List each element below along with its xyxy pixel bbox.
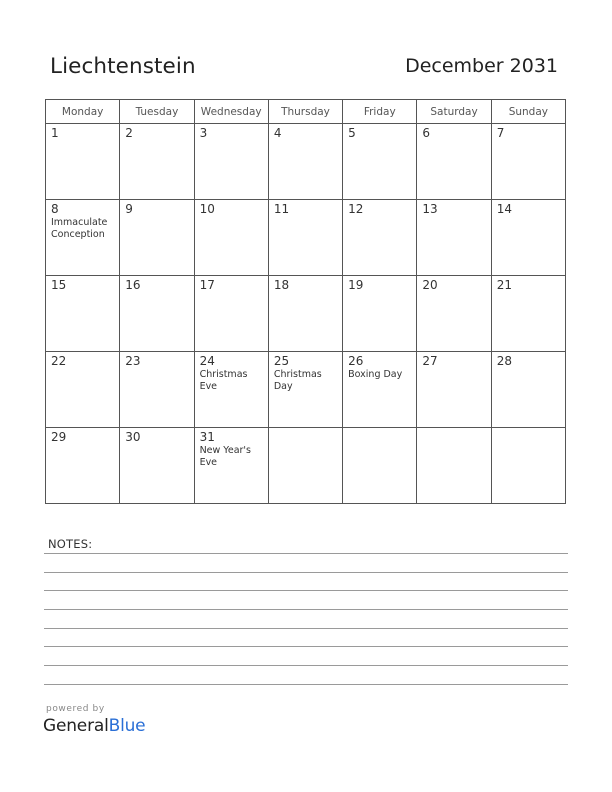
holiday-label: Christmas Eve [199,369,248,392]
powered-by-text: powered by [46,704,105,714]
day-number: 22 [51,354,67,368]
day-number: 26 [348,354,364,368]
notes-line [44,590,568,591]
day-cell [46,276,120,352]
day-cell [343,352,417,428]
holiday-label: Boxing Day [348,369,403,380]
day-number: 25 [273,354,290,368]
day-cell [120,352,194,428]
notes-line [44,684,568,685]
day-cell [194,200,268,276]
day-cell [343,200,417,276]
day-cell [194,428,268,504]
day-number: 6 [422,126,431,140]
notes-line [44,646,568,647]
day-number: 10 [199,202,215,216]
day-cell [417,352,491,428]
day-number: 4 [273,126,282,140]
day-number: 15 [51,278,67,292]
day-cell [417,428,491,504]
week-row [46,124,566,200]
day-number: 5 [348,126,356,140]
weekday-monday: Monday [46,100,120,124]
holiday-label: Immaculate Conception [51,217,108,240]
day-cell [343,124,417,200]
brand-general: General [43,716,109,736]
week-row [46,276,566,352]
day-cell [120,428,194,504]
day-number: 19 [348,278,364,292]
day-number: 20 [422,278,438,292]
week-row [46,352,566,428]
day-cell [194,124,268,200]
day-number: 23 [125,354,141,368]
day-cell [268,352,342,428]
day-number: 17 [199,278,215,292]
day-number: 3 [199,126,208,140]
day-number: 13 [422,202,438,216]
day-number: 29 [51,430,67,444]
day-number: 12 [348,202,364,216]
day-number: 11 [273,202,290,216]
brand-blue: Blue [108,716,146,736]
weekday-friday: Friday [343,100,417,124]
week-row [46,200,566,276]
country-title: Liechtenstein [50,54,196,79]
holiday-label: Christmas Day [273,369,322,392]
day-cell [268,428,342,504]
weekday-tuesday: Tuesday [120,100,194,124]
day-number: 8 [51,202,59,216]
day-cell [46,352,120,428]
day-cell [268,124,342,200]
day-number: 7 [496,126,505,140]
day-cell [417,124,491,200]
day-cell [46,124,120,200]
weekday-saturday: Saturday [417,100,491,124]
notes-line [44,665,568,666]
month-year-title: December 2031 [405,55,558,77]
day-cell [268,200,342,276]
day-number: 28 [496,354,512,368]
day-number: 30 [125,430,141,444]
weekday-header-row [46,100,566,124]
weekday-wednesday: Wednesday [194,100,268,124]
day-number: 16 [125,278,141,292]
day-number: 24 [199,354,215,368]
day-number: 9 [125,202,133,216]
day-cell [120,276,194,352]
day-cell [194,352,268,428]
notes-line [44,609,568,610]
day-cell [417,276,491,352]
day-cell [268,276,342,352]
notes-line [44,572,568,573]
day-cell [491,352,565,428]
day-cell [491,200,565,276]
generalblue-logo[interactable] [43,716,145,736]
day-cell [491,276,565,352]
day-cell [343,428,417,504]
day-cell [343,276,417,352]
week-row [46,428,566,504]
day-number: 1 [51,126,59,140]
holiday-label: New Year's Eve [199,445,251,468]
day-number: 31 [199,430,215,444]
day-cell [194,276,268,352]
day-number: 21 [496,278,512,292]
day-cell [491,124,565,200]
notes-label: NOTES: [48,537,93,551]
weekday-sunday: Sunday [491,100,565,124]
day-number: 27 [422,354,438,368]
day-cell [120,124,194,200]
day-cell [120,200,194,276]
notes-line [44,628,568,629]
day-cell [417,200,491,276]
day-number: 18 [273,278,290,292]
day-number: 14 [496,202,512,216]
notes-line [44,553,568,554]
calendar-grid [45,99,566,504]
day-cell [46,200,120,276]
day-cell [491,428,565,504]
day-number: 2 [125,126,133,140]
weekday-thursday: Thursday [268,100,342,124]
day-cell [46,428,120,504]
